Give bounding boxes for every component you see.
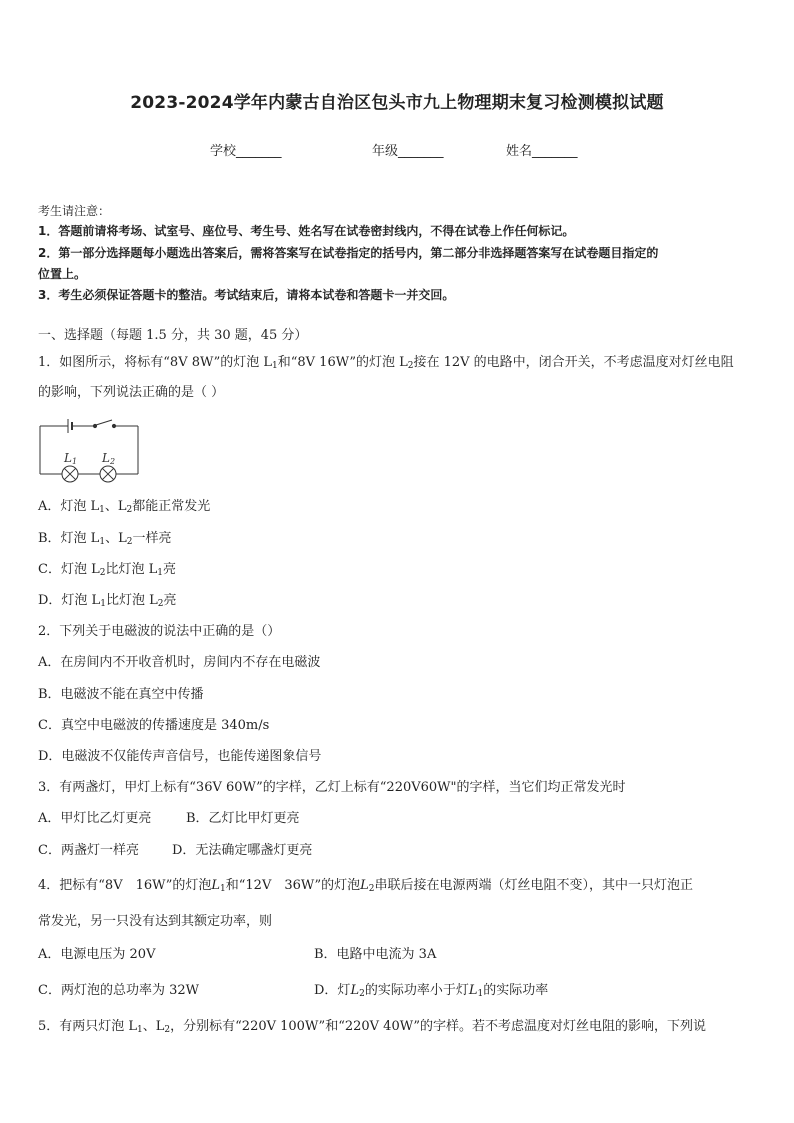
- lamp-l2-label: L: [102, 451, 110, 465]
- lamp-l1-subscript: 1: [72, 457, 78, 466]
- question-5-stem: 5．有两只灯泡 $L_1$、$L_2$，分别标有“220V 100W”和“220V 40W”的字样。若不考虑温度对灯丝电阻的影响，下列说: [38, 1019, 706, 1035]
- question-1-stem: 1．如图所示，将标有“8V 8W”的灯泡 $L_1$和“8V 16W”的灯泡 $L_2$接在 12V 的电路中，闭合开关，不考虑温度对灯丝电阻: [38, 355, 734, 371]
- name-field: 姓名_______: [506, 144, 578, 159]
- question-4-stem-cont: 常发光，另一只没有达到其额定功率，则: [38, 914, 273, 929]
- question-1-stem-cont: 的影响，下列说法正确的是（ ）: [38, 385, 225, 400]
- question-2-stem: 2．下列关于电磁波的说法中正确的是（）: [38, 624, 281, 639]
- option-a: A．甲灯比乙灯更亮: [38, 811, 152, 826]
- option-d: D．灯泡 $L_1$比灯泡 $L_2$亮: [38, 593, 177, 609]
- option-b: B．乙灯比甲灯更亮: [186, 811, 300, 826]
- option-a: A．灯泡 $L_1$、$L_2$都能正常发光: [38, 499, 211, 515]
- option-b: B．电磁波不能在真空中传播: [38, 687, 204, 702]
- question-3-stem: 3．有两盏灯，甲灯上标有“36V 60W”的字样，乙灯上标有“220V60W"的字样，当它们均正常发光时: [38, 780, 626, 795]
- page-title: 2023-2024学年内蒙古自治区包头市九上物理期末复习检测模拟试题: [130, 93, 664, 113]
- option-b: B．电路中电流为 3A: [314, 947, 437, 962]
- notice-heading: 考生请注意：: [38, 204, 111, 218]
- lamp-l1-label: L: [64, 451, 72, 465]
- notice-item: 位置上。: [38, 267, 87, 281]
- lamp-l2-subscript: 2: [110, 457, 116, 466]
- section-heading: 一、选择题（每题 1.5 分，共 30 题，45 分）: [38, 328, 308, 343]
- option-c: C．两盏灯一样亮: [38, 843, 139, 858]
- notice-item: 3．考生必须保证答题卡的整洁。考试结束后，请将本试卷和答题卡一并交回。: [38, 288, 455, 302]
- option-d: D．电磁波不仅能传声音信号，也能传递图象信号: [38, 749, 322, 764]
- option-c: C．两灯泡的总功率为 32W: [38, 983, 199, 998]
- option-d: D．无法确定哪盏灯更亮: [172, 843, 313, 858]
- option-c: C．真空中电磁波的传播速度是 340m/s: [38, 718, 270, 733]
- school-field: 学校_______: [210, 144, 282, 159]
- option-b: B．灯泡 $L_1$、$L_2$一样亮: [38, 531, 172, 547]
- option-d: D．灯$L_2$的实际功率小于灯$L_1$的实际功率: [314, 983, 549, 999]
- notice-item: 1．答题前请将考场、试室号、座位号、考生号、姓名写在试卷密封线内，不得在试卷上作任何标记。: [38, 224, 575, 238]
- grade-field: 年级_______: [372, 144, 444, 159]
- option-c: C．灯泡 $L_2$比灯泡 $L_1$亮: [38, 562, 176, 578]
- notice-item: 2．第一部分选择题每小题选出答案后，需将答案写在试卷指定的括号内，第二部分非选择题答案写在试卷题目指定的: [38, 246, 659, 260]
- question-4-stem: 4．把标有“8V 16W”的灯泡$L_1$和“12V 36W”的灯泡$L_2$串联后接在电源两端（灯丝电阻不变），其中一只灯泡正: [38, 878, 694, 894]
- option-a: A．在房间内不开收音机时，房间内不存在电磁波: [38, 655, 321, 670]
- option-a: A．电源电压为 20V: [38, 947, 156, 962]
- circuit-diagram: [38, 416, 142, 484]
